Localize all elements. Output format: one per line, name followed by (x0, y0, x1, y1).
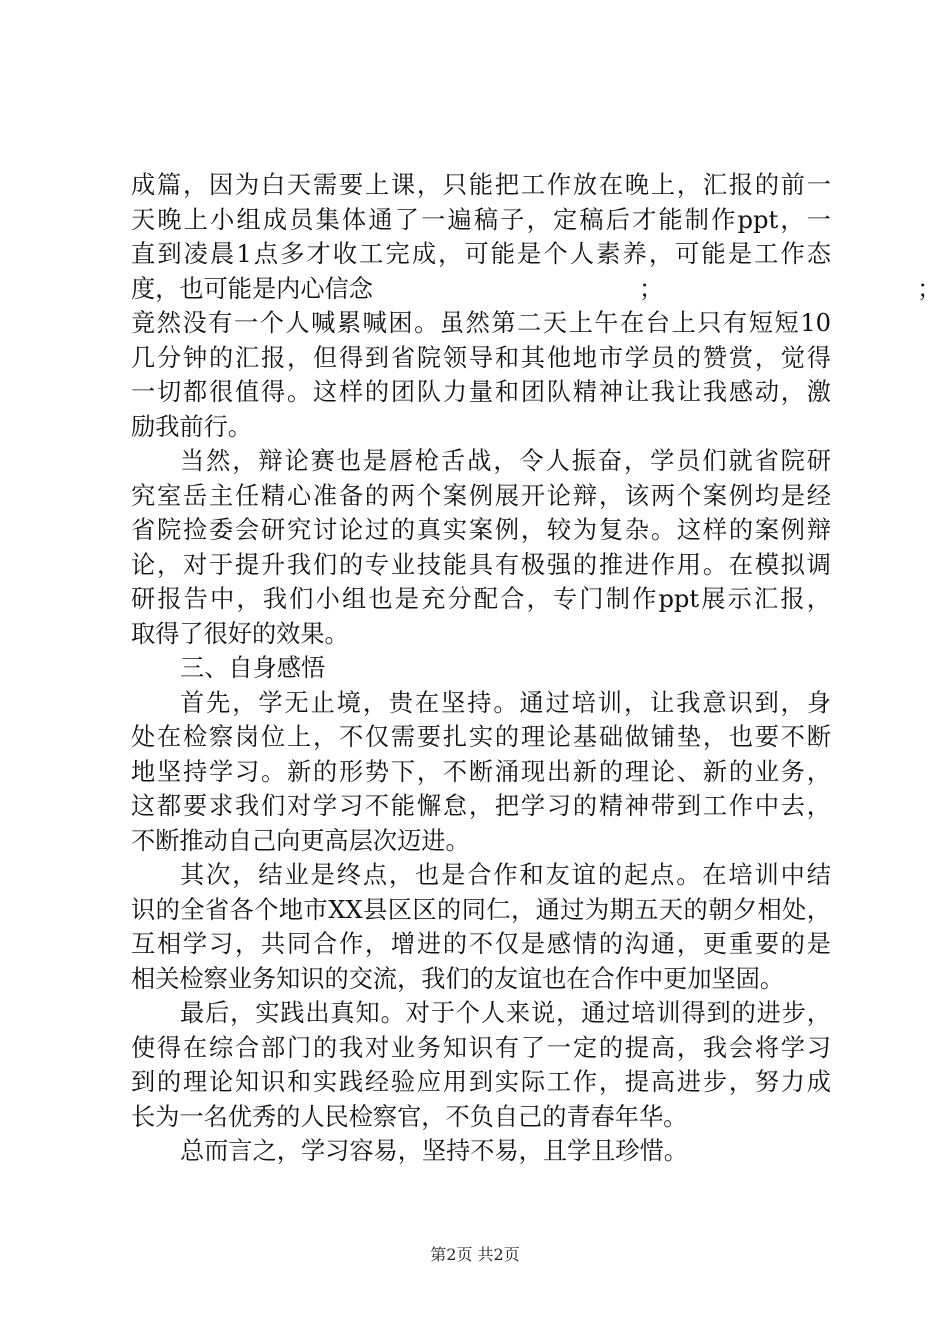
text-line: 直到凌晨1点多才收工完成，可能是个人素养，可能是工作态 (131, 240, 831, 268)
text-line: 不断推动自己向更高层次迈进。 (131, 826, 470, 855)
text-line: 处在检察岗位上，不仅需要扎实的理论基础做铺垫，也要不断 (131, 723, 831, 751)
text-line: 一切都很值得。这样的团队力量和团队精神让我让我感动，激 (131, 378, 831, 406)
paragraph-start-line: 总而言之，学习容易，坚持不易，且学且珍惜。 (180, 1137, 688, 1165)
text-line: 取得了很好的效果。 (131, 619, 349, 648)
paragraph-start-line: 其次，结业是终点，也是合作和友谊的起点。在培训中结 (180, 861, 831, 889)
section-heading: 三、自身感悟 (180, 654, 326, 682)
text-line: 度，也可能是内心信念 ； ； (131, 274, 942, 303)
text-line: 使得在综合部门的我对业务知识有了一定的提高，我会将学习 (131, 1033, 831, 1062)
paragraph-start-line: 当然，辩论赛也是唇枪舌战，令人振奋，学员们就省院研 (180, 447, 831, 475)
text-line: 究室岳主任精心准备的两个案例展开论辩，该两个案例均是经 (131, 481, 831, 510)
text-line: 成篇，因为白天需要上课，只能把工作放在晚上，汇报的前一 (131, 171, 831, 199)
text-line: 互相学习，共同合作，增进的不仅是感情的沟通，更重要的是 (131, 930, 831, 958)
text-line: 几分钟的汇报，但得到省院领导和其他地市学员的赞赏，觉得 (131, 343, 831, 372)
text-line: 研报告中，我们小组也是充分配合，专门制作ppt展示汇报， (131, 585, 831, 613)
text-line: 励我前行。 (131, 412, 252, 441)
text-line: 地坚持学习。新的形势下，不断涌现出新的理论、新的业务， (131, 757, 831, 786)
paragraph-start-line: 最后，实践出真知。对于个人来说，通过培训得到的进步， (180, 999, 831, 1027)
text-line: 相关检察业务知识的交流，我们的友谊也在合作中更加坚固。 (131, 964, 785, 993)
text-line: 这都要求我们对学习不能懈怠，把学习的精神带到工作中去， (131, 792, 831, 820)
text-line: 论，对于提升我们的专业技能具有极强的推进作用。在模拟调 (131, 550, 831, 579)
text-line: 到的理论知识和实践经验应用到实际工作，提高进步，努力成 (131, 1068, 831, 1096)
text-line: 省院捡委会研究讨论过的真实案例，较为复杂。这样的案例辩 (131, 516, 831, 544)
paragraph-start-line: 首先，学无止境，贵在坚持。通过培训，让我意识到，身 (180, 688, 831, 717)
text-line: 竟然没有一个人喊累喊困。虽然第二天上午在台上只有短短10 (131, 309, 831, 337)
text-line: 长为一名优秀的人民检察官，不负自己的青春年华。 (131, 1102, 688, 1131)
document-body (131, 168, 942, 1169)
text-line: 天晚上小组成员集体通了一遍稿子，定稿后才能制作ppt，一 (131, 205, 831, 234)
page-footer: 第2页 共2页 (430, 1245, 520, 1264)
text-line: 识的全省各个地市XX县区区的同仁，通过为期五天的朝夕相处， (131, 895, 831, 924)
